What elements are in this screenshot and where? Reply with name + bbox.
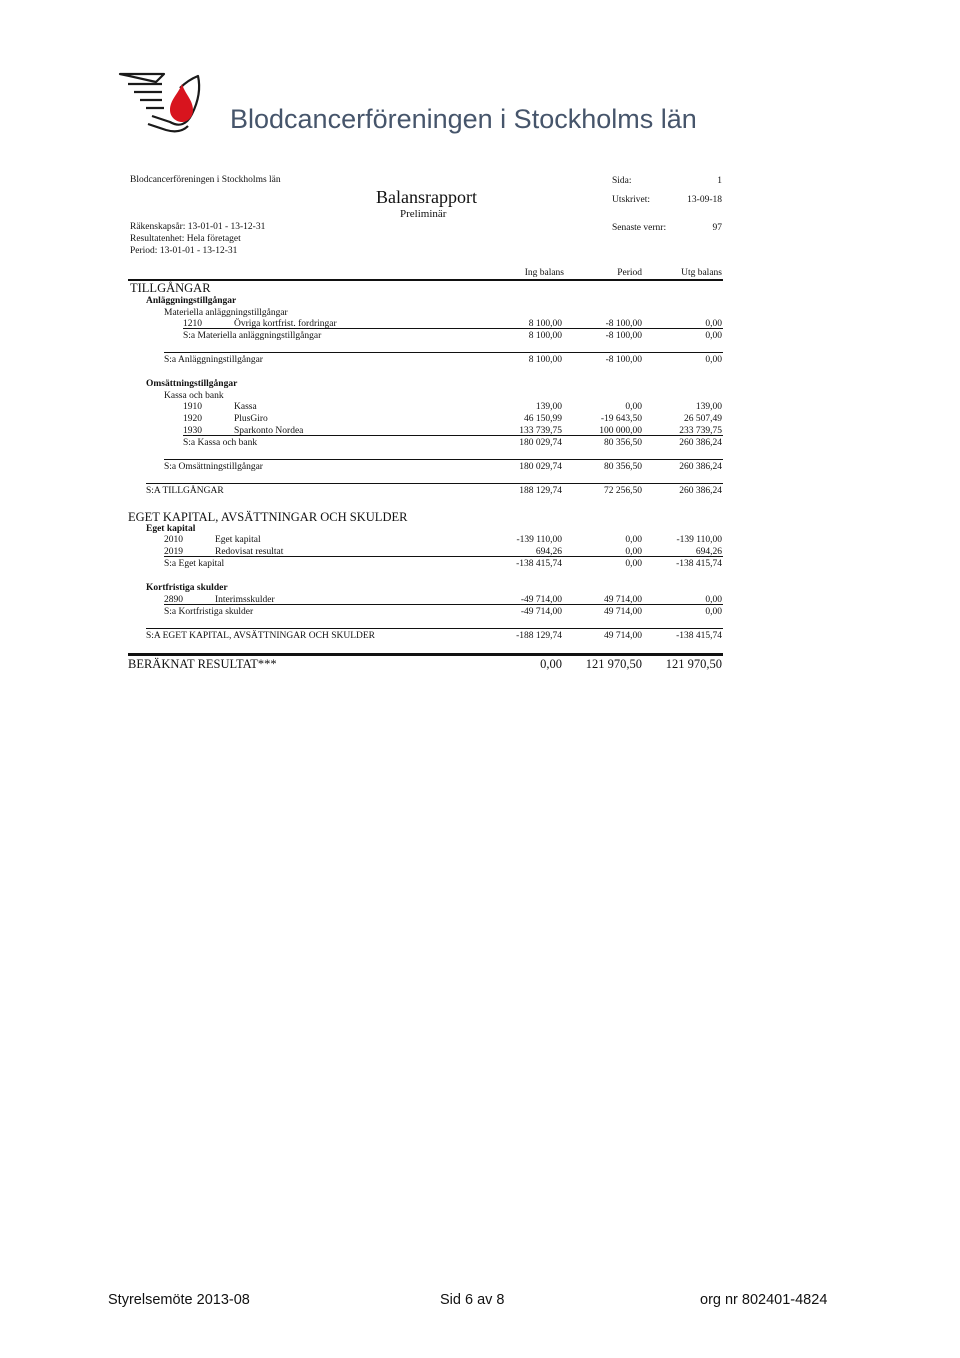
row-label: Kassa och bank	[164, 391, 224, 401]
period-amount: -8 100,00	[605, 319, 642, 329]
table-row	[0, 607, 960, 619]
row-label: Eget kapital	[215, 535, 261, 545]
table-row	[0, 438, 960, 450]
table-row	[0, 281, 960, 293]
closing-balance: 694,26	[695, 547, 722, 557]
closing-balance: -138 415,74	[676, 559, 722, 569]
period-amount: 72 256,50	[604, 486, 642, 496]
closing-balance: -139 110,00	[676, 535, 722, 545]
row-label: PlusGiro	[234, 414, 268, 424]
opening-balance: -139 110,00	[516, 535, 562, 545]
row-label: TILLGÅNGAR	[130, 281, 211, 295]
account-code: 2890	[164, 595, 183, 605]
account-code: 1920	[183, 414, 202, 424]
report-period: Period: 13-01-01 - 13-12-31	[130, 246, 238, 256]
row-label: EGET KAPITAL, AVSÄTTNINGAR OCH SKULDER	[128, 510, 408, 524]
row-label: Eget kapital	[146, 524, 196, 534]
table-row	[0, 583, 960, 595]
period-amount: 121 970,50	[585, 657, 642, 671]
opening-balance: 0,00	[540, 657, 562, 671]
row-label: S:a Materiella anläggningstillgångar	[183, 331, 322, 341]
row-label: S:a Eget kapital	[164, 559, 225, 569]
blood-drop-dove-logo-icon	[118, 70, 212, 136]
period-amount: 0,00	[625, 547, 642, 557]
report-subtitle: Preliminär	[400, 208, 447, 220]
rule	[164, 459, 723, 460]
closing-balance: 0,00	[705, 355, 722, 365]
opening-balance: 139,00	[535, 402, 562, 412]
period-amount: 80 356,50	[604, 462, 642, 472]
account-code: 1930	[183, 426, 202, 436]
rule	[146, 628, 723, 629]
period-amount: -8 100,00	[605, 331, 642, 341]
period-amount: 49 714,00	[604, 595, 642, 605]
table-row	[0, 296, 960, 308]
closing-balance: 233 739,75	[679, 426, 722, 436]
row-label: Kassa	[234, 402, 257, 412]
report-org-name: Blodcancerföreningen i Stockholms län	[130, 175, 281, 185]
table-row	[0, 331, 960, 343]
row-label: Omsättningstillgångar	[146, 379, 238, 389]
row-label: Interimsskulder	[215, 595, 275, 605]
opening-balance: 8 100,00	[528, 355, 562, 365]
account-code: 1210	[183, 319, 202, 329]
row-label: Övriga kortfrist. fordringar	[234, 319, 337, 329]
closing-balance: 26 507,49	[684, 414, 722, 424]
column-header-closing: Utg balans	[681, 268, 722, 278]
opening-balance: 180 029,74	[519, 462, 562, 472]
opening-balance: 180 029,74	[519, 438, 562, 448]
closing-balance: 139,00	[695, 402, 722, 412]
table-row	[0, 657, 960, 669]
account-code: 2019	[164, 547, 183, 557]
row-label: Materiella anläggningstillgångar	[164, 308, 288, 318]
row-label: S:a Kassa och bank	[183, 438, 258, 448]
closing-balance: 121 970,50	[665, 657, 722, 671]
period-amount: 80 356,50	[604, 438, 642, 448]
table-row	[0, 547, 960, 559]
table-row	[0, 535, 960, 547]
closing-balance: 0,00	[705, 331, 722, 341]
table-row	[0, 426, 960, 438]
opening-balance: -49 714,00	[520, 607, 562, 617]
period-amount: 0,00	[625, 535, 642, 545]
row-label: BERÄKNAT RESULTAT***	[128, 657, 277, 671]
last-ver-label: Senaste vernr:	[612, 223, 667, 233]
opening-balance: 133 739,75	[519, 426, 562, 436]
table-row	[0, 559, 960, 571]
rule	[146, 483, 723, 484]
table-row	[0, 414, 960, 426]
closing-balance: 260 386,24	[679, 486, 722, 496]
period-amount: 0,00	[625, 402, 642, 412]
printed-label: Utskrivet:	[612, 195, 650, 205]
row-label: Sparkonto Nordea	[234, 426, 304, 436]
row-label: Kortfristiga skulder	[146, 583, 228, 593]
result-rule	[128, 653, 723, 656]
table-row	[0, 595, 960, 607]
organization-title: Blodcancerföreningen i Stockholms län	[230, 104, 697, 134]
table-row	[0, 379, 960, 391]
opening-balance: -49 714,00	[520, 595, 562, 605]
page-value: 1	[717, 176, 722, 186]
closing-balance: 260 386,24	[679, 462, 722, 472]
table-row	[0, 402, 960, 414]
period-amount: 49 714,00	[604, 631, 642, 641]
rule	[164, 352, 723, 353]
account-code: 1910	[183, 402, 202, 412]
period-amount: -19 643,50	[600, 414, 642, 424]
opening-balance: -138 415,74	[516, 559, 562, 569]
footer-org-number: org nr 802401-4824	[700, 1292, 828, 1308]
footer-page-number: Sid 6 av 8	[440, 1292, 505, 1308]
table-row	[0, 462, 960, 474]
period-amount: 100 000,00	[599, 426, 642, 436]
opening-balance: -188 129,74	[516, 631, 562, 641]
fiscal-year: Räkenskapsår: 13-01-01 - 13-12-31	[130, 222, 266, 232]
closing-balance: 260 386,24	[679, 438, 722, 448]
row-label: S:a Kortfristiga skulder	[164, 607, 254, 617]
row-label: S:A EGET KAPITAL, AVSÄTTNINGAR OCH SKULDER	[146, 631, 376, 641]
row-label: S:a Anläggningstillgångar	[164, 355, 263, 365]
row-label: Redovisat resultat	[215, 547, 284, 557]
opening-balance: 694,26	[535, 547, 562, 557]
opening-balance: 188 129,74	[519, 486, 562, 496]
row-label: Anläggningstillgångar	[146, 296, 237, 306]
table-row	[0, 355, 960, 367]
last-ver-value: 97	[712, 223, 722, 233]
row-label: S:a Omsättningstillgångar	[164, 462, 263, 472]
period-amount: 49 714,00	[604, 607, 642, 617]
closing-balance: -138 415,74	[676, 631, 722, 641]
period-amount: -8 100,00	[605, 355, 642, 365]
account-code: 2010	[164, 535, 183, 545]
printed-date: 13-09-18	[687, 195, 722, 205]
column-header-period: Period	[617, 268, 642, 278]
period-amount: 0,00	[625, 559, 642, 569]
report-title: Balansrapport	[376, 187, 477, 207]
table-row	[0, 319, 960, 331]
footer-meeting: Styrelsemöte 2013-08	[108, 1292, 250, 1308]
closing-balance: 0,00	[705, 319, 722, 329]
table-row	[0, 631, 960, 643]
opening-balance: 8 100,00	[528, 319, 562, 329]
row-label: S:A TILLGÅNGAR	[146, 486, 224, 496]
column-header-opening: Ing balans	[524, 268, 564, 278]
opening-balance: 8 100,00	[528, 331, 562, 341]
page-label: Sida:	[612, 176, 632, 186]
closing-balance: 0,00	[705, 595, 722, 605]
table-row	[0, 510, 960, 522]
closing-balance: 0,00	[705, 607, 722, 617]
opening-balance: 46 150,99	[524, 414, 562, 424]
table-row	[0, 486, 960, 498]
result-unit: Resultatenhet: Hela företaget	[130, 234, 241, 244]
